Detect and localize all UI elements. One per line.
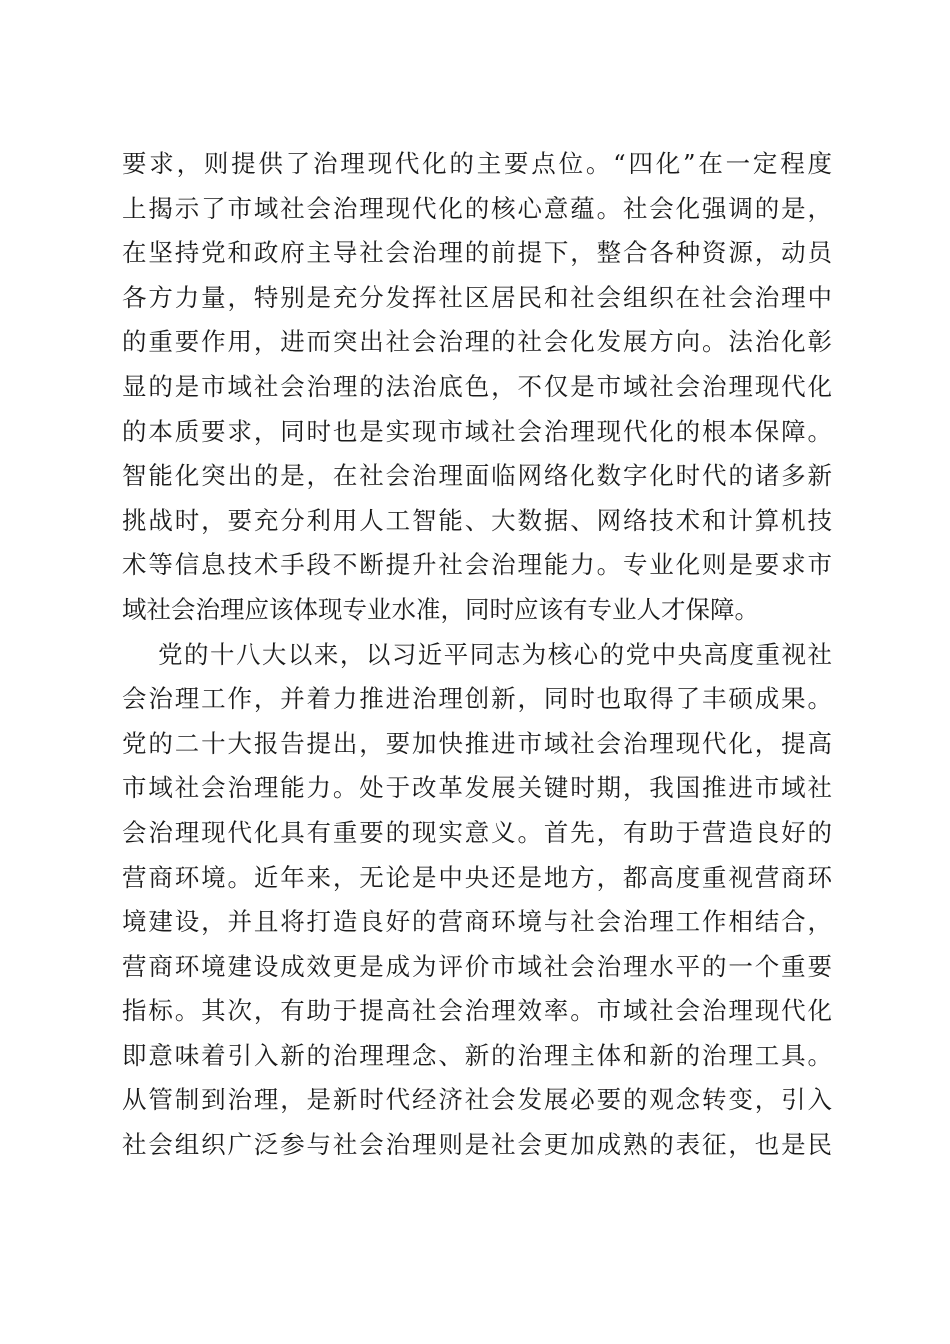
paragraph-1-line-6: 显的是市域社会治理的法治底色，不仅是市域社会治理现代化 <box>122 371 832 401</box>
paragraph-2-line-2: 会治理工作，并着力推进治理创新，同时也取得了丰硕成果。 <box>122 684 832 714</box>
paragraph-2-line-8: 营商环境建设成效更是成为评价市域社会治理水平的一个重要 <box>122 951 832 981</box>
paragraph-1-line-10: 术等信息技术手段不断提升社会治理能力。专业化则是要求市 <box>122 550 832 580</box>
paragraph-2-line-3: 党的二十大报告提出，要加快推进市域社会治理现代化，提高 <box>122 728 832 758</box>
paragraph-2-line-7: 境建设，并且将打造良好的营商环境与社会治理工作相结合， <box>122 907 832 937</box>
body-text <box>122 142 832 1168</box>
paragraph-1-line-9: 挑战时，要充分利用人工智能、大数据、网络技术和计算机技 <box>122 505 832 535</box>
paragraph-1-line-8: 智能化突出的是，在社会治理面临网络化数字化时代的诸多新 <box>122 461 832 491</box>
paragraph-2-line-10: 即意味着引入新的治理理念、新的治理主体和新的治理工具。 <box>122 1040 832 1070</box>
paragraph-2-line-6: 营商环境。近年来，无论是中央还是地方，都高度重视营商环 <box>122 862 832 892</box>
paragraph-1-line-1: 要求，则提供了治理现代化的主要点位。“四化”在一定程度 <box>122 149 832 178</box>
paragraph-1-line-7: 的本质要求，同时也是实现市域社会治理现代化的根本保障。 <box>122 416 832 446</box>
paragraph-1-line-4: 各方力量，特别是充分发挥社区居民和社会组织在社会治理中 <box>122 282 832 312</box>
paragraph-2-line-5: 会治理现代化具有重要的现实意义。首先，有助于营造良好的 <box>122 817 832 847</box>
paragraph-2-line-1: 党的十八大以来，以习近平同志为核心的党中央高度重视社 <box>158 639 832 669</box>
paragraph-1-line-5: 的重要作用，进而突出社会治理的社会化发展方向。法治化彰 <box>122 327 832 357</box>
paragraph-1-line-2: 上揭示了市域社会治理现代化的核心意蕴。社会化强调的是， <box>122 193 832 223</box>
paragraph-2-line-12: 社会组织广泛参与社会治理则是社会更加成熟的表征，也是民 <box>122 1130 832 1160</box>
paragraph-2-line-9: 指标。其次，有助于提高社会治理效率。市域社会治理现代化 <box>122 996 832 1026</box>
paragraph-2-line-4: 市域社会治理能力。处于改革发展关键时期，我国推进市域社 <box>122 773 832 803</box>
paragraph-1-line-11: 域社会治理应该体现专业水准，同时应该有专业人才保障。 <box>122 594 759 624</box>
paragraph-1-line-3: 在坚持党和政府主导社会治理的前提下，整合各种资源，动员 <box>122 238 832 268</box>
paragraph-2-line-11: 从管制到治理，是新时代经济社会发展必要的观念转变，引入 <box>122 1085 832 1115</box>
